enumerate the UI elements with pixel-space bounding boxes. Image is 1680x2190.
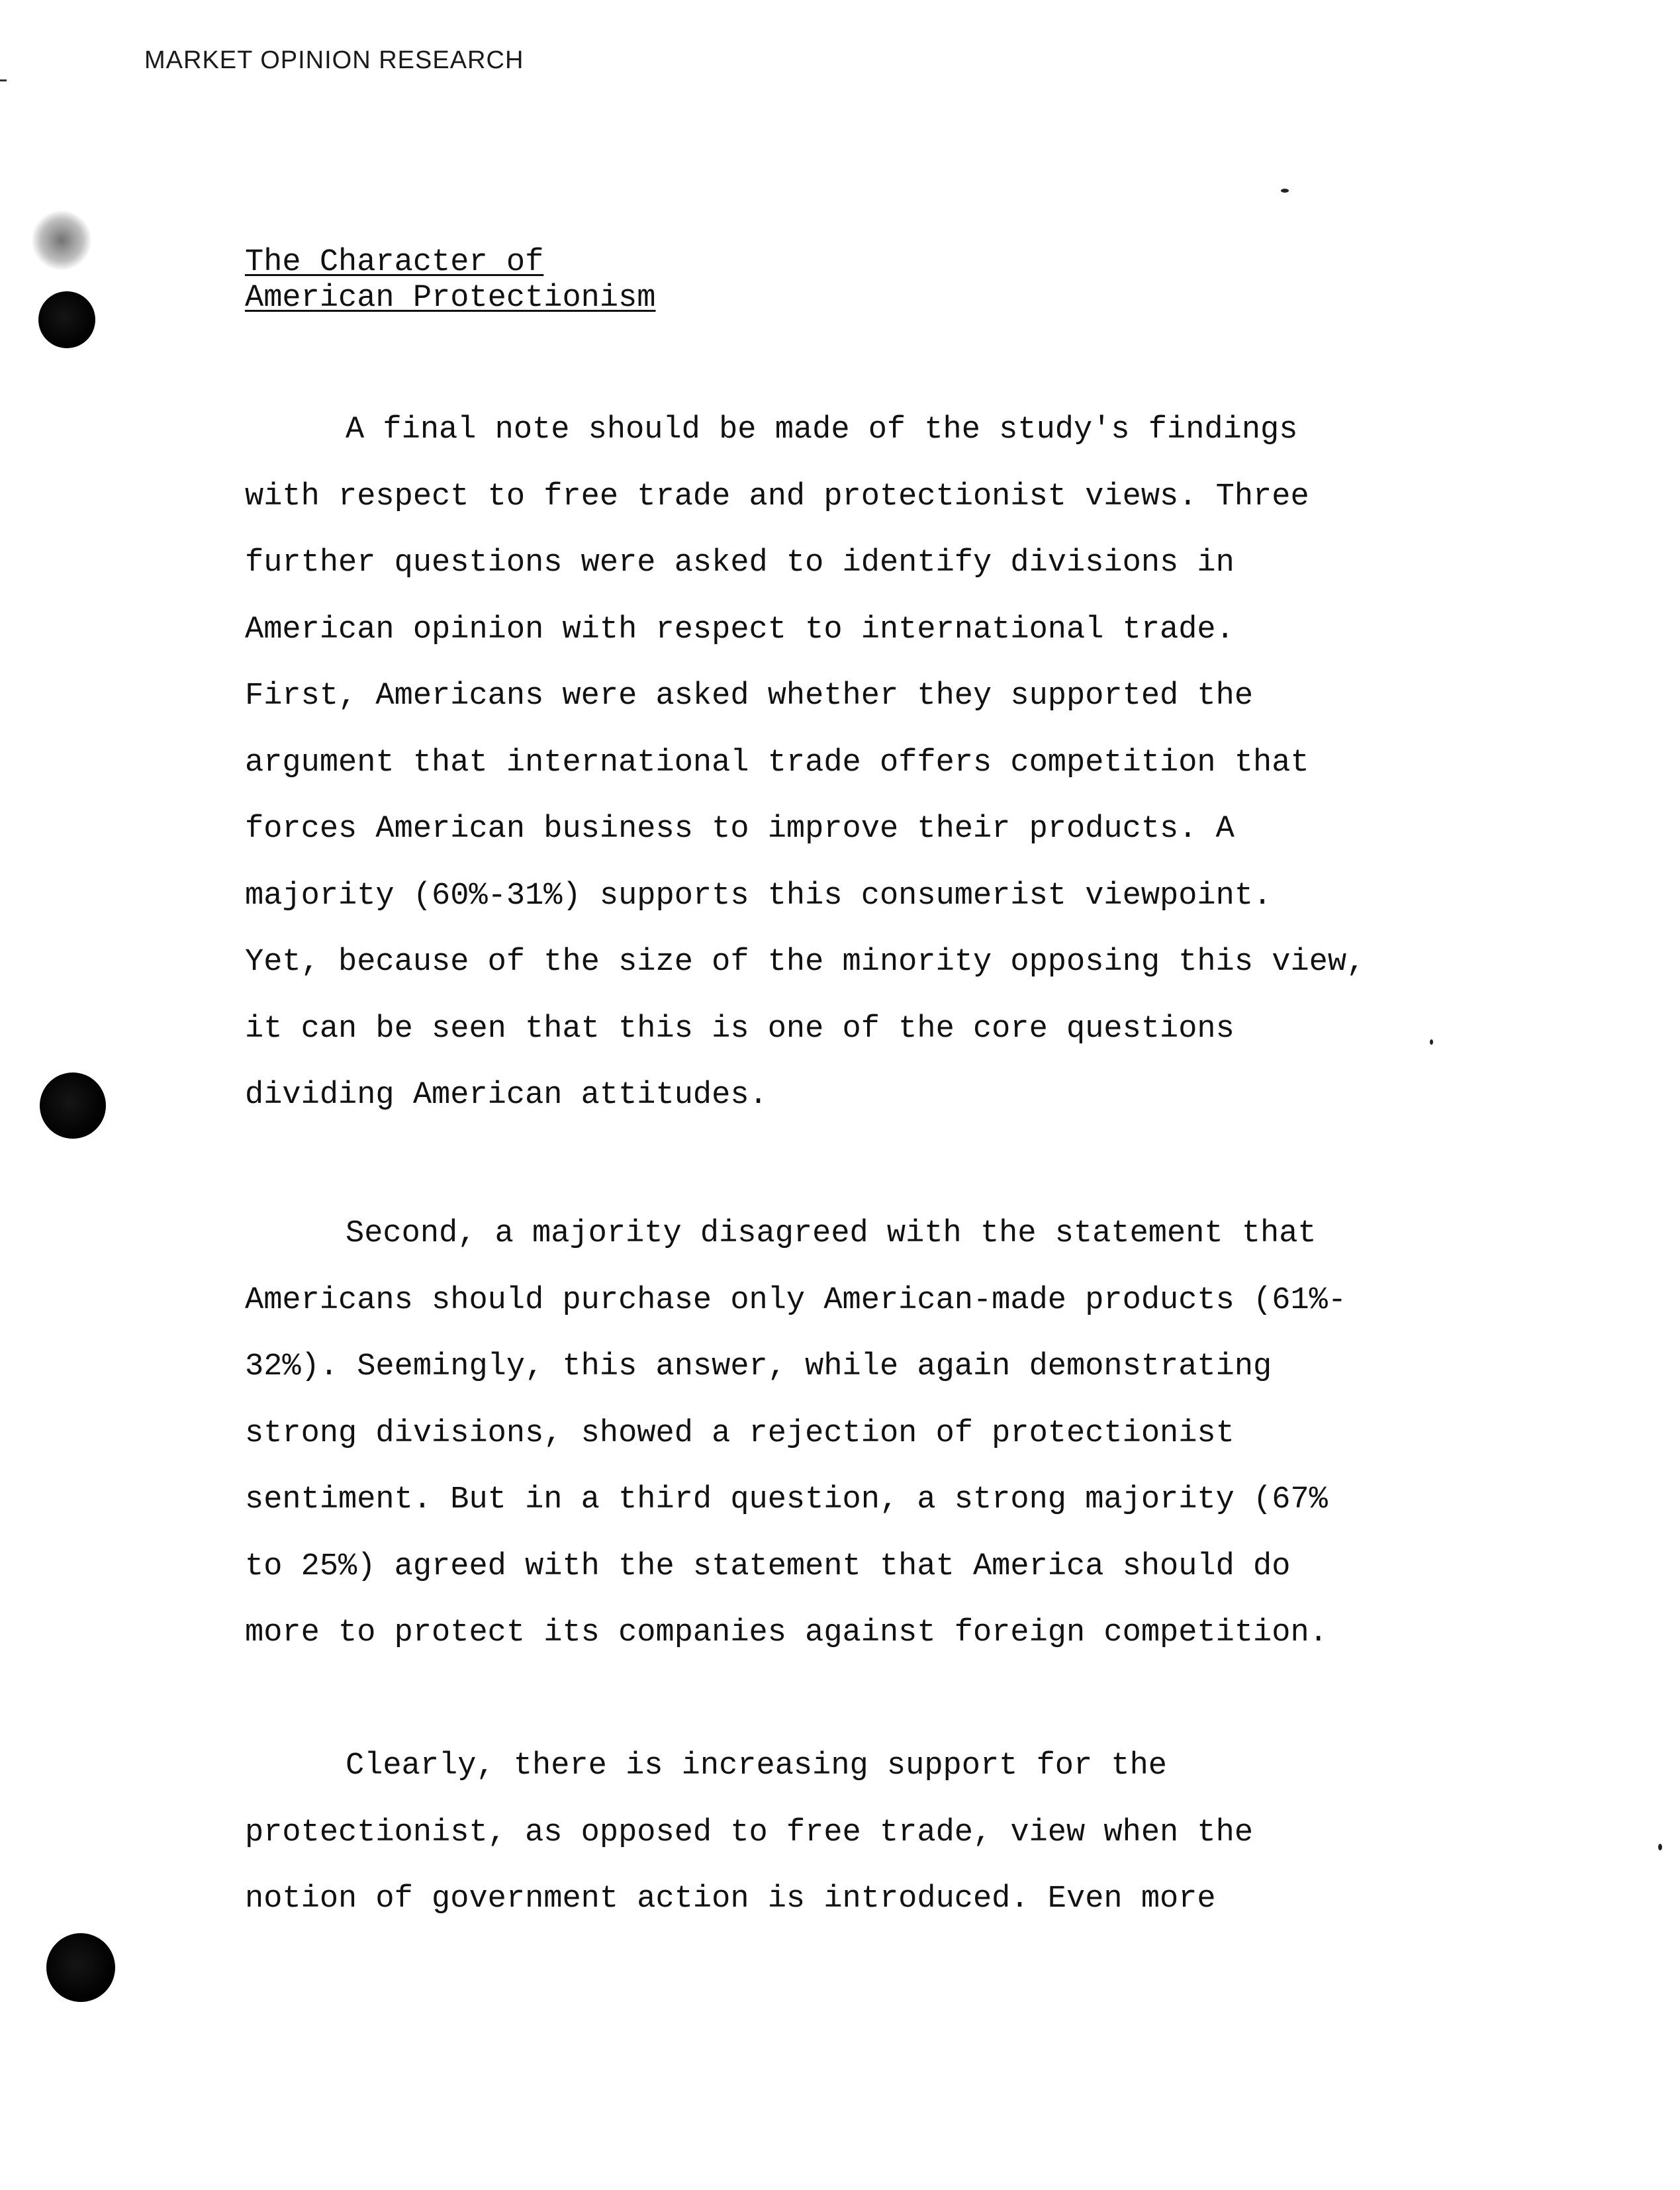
paragraph-line: Clearly, there is increasing support for the — [346, 1748, 1168, 1784]
binder-hole-faint — [32, 211, 91, 270]
paragraph-line: sentiment. But in a third question, a strong majority (67% — [245, 1482, 1328, 1517]
paragraph-line: protectionist, as opposed to free trade, view when the — [245, 1815, 1254, 1850]
paragraph-line: Second, a majority disagreed with the statement that — [346, 1216, 1317, 1251]
body-paragraph — [245, 1733, 1483, 1933]
paragraph-line: argument that international trade offers competition that — [245, 745, 1309, 781]
body-paragraph — [245, 1201, 1483, 1667]
body-paragraph — [245, 397, 1483, 1129]
paragraph-line: more to protect its companies against foreign competition. — [245, 1615, 1328, 1650]
paragraph-line: it can be seen that this is one of the core questions — [245, 1011, 1235, 1047]
paragraph-line: with respect to free trade and protectionist views. Three — [245, 479, 1309, 514]
paragraph-line: Americans should purchase only American-made products (61%- — [245, 1282, 1347, 1318]
paragraph-line: 32%). Seemingly, this answer, while again demonstrating — [245, 1349, 1272, 1384]
paragraph-line: American opinion with respect to international trade. — [245, 612, 1235, 647]
document-title-line: The Character of — [245, 245, 544, 280]
paragraph-line: further questions were asked to identify divisions in — [245, 546, 1235, 581]
paragraph-line: forces American business to improve their products. A — [245, 812, 1235, 847]
paragraph-line: First, Americans were asked whether they supported the — [245, 679, 1254, 714]
document-title-line: American Protectionism — [245, 281, 656, 316]
binder-hole — [38, 291, 95, 348]
paragraph-line: majority (60%-31%) supports this consumerist viewpoint. — [245, 878, 1272, 914]
paragraph-line: strong divisions, showed a rejection of protectionist — [245, 1415, 1235, 1451]
document-title — [245, 245, 656, 316]
paragraph-line: notion of government action is introduced. Even more — [245, 1881, 1216, 1917]
letterhead: MARKET OPINION RESEARCH — [144, 46, 524, 74]
binder-hole — [40, 1072, 106, 1139]
paragraph-line: Yet, because of the size of the minority opposing this view, — [245, 945, 1366, 980]
paragraph-line: to 25%) agreed with the statement that America should do — [245, 1548, 1291, 1584]
paragraph-line: dividing American attitudes. — [245, 1078, 768, 1113]
scan-speck — [1281, 189, 1289, 193]
scan-edge-mark — [0, 79, 7, 81]
paragraph-line: A final note should be made of the study's findings — [346, 412, 1298, 448]
scan-speck — [1658, 1844, 1662, 1850]
binder-hole — [46, 1933, 115, 2002]
